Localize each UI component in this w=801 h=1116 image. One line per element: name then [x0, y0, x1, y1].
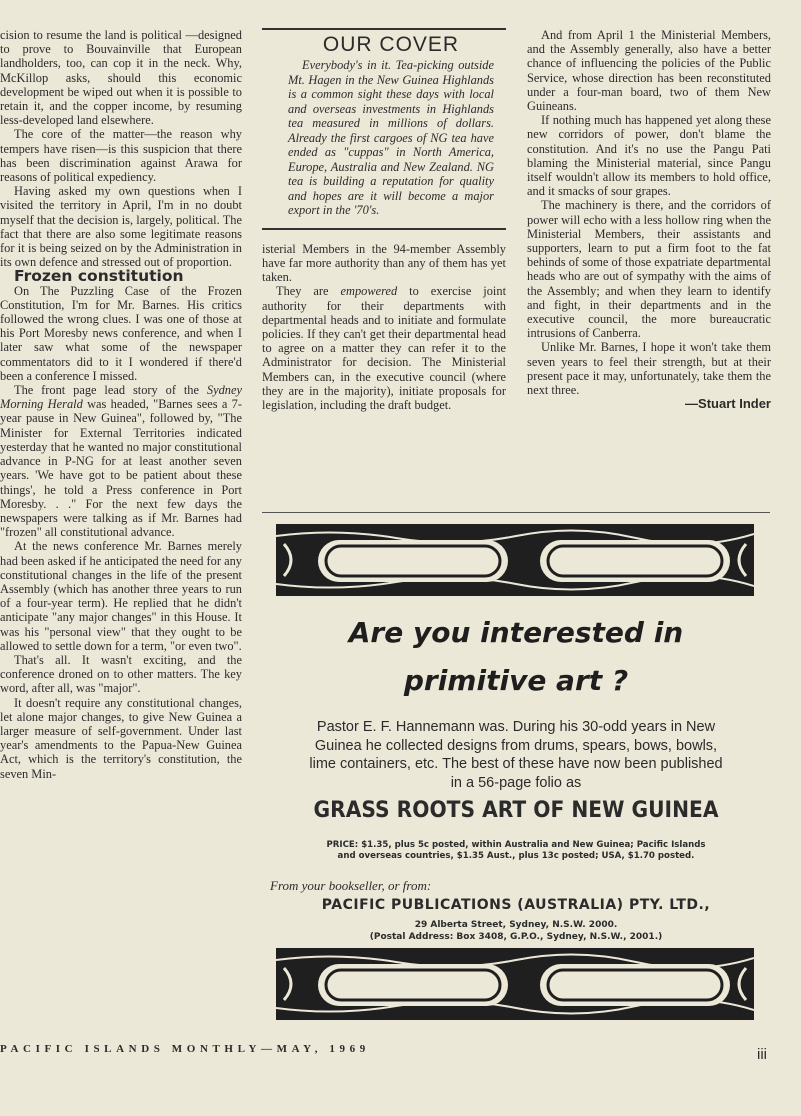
cover-title: OUR COVER: [322, 33, 460, 56]
ad-book-title: GRASS ROOTS ART OF NEW GUINEA: [313, 798, 719, 823]
paragraph: If nothing much has happened yet along these new corridors of power, don't blame the constitution. And it's no use the Pangu Pati blaming the Ministerial material, since Pangu itself wouldn't allow its members to hold office, and it smacks of sour grapes.: [527, 113, 771, 199]
cover-box: [262, 28, 506, 230]
paragraph: On The Puzzling Case of the Frozen Constitution, I'm for Mr. Barnes. His critics followed the wrong clues. I was one of those at his Port Moresby news conference, and when I later saw what some of the newspaper commentators did to it I wondered if there'd been a conference I missed.: [0, 283, 242, 383]
cover-caption: Everybody's in it. Tea-picking outside Mt. Hagen in the New Guinea Highlands is a common sight these days with local and overseas investments in Highlands tea measured in millions of dollars. Already the first cargoes of NG tea have ended as "cuppas" in North America, Europe, Australia and New Zealand. NG tea is building a reputation for quality and hopes are it will become a major export in the '70's.: [288, 58, 494, 218]
paragraph: [262, 284, 506, 412]
paragraph: The machinery is there, and the corridors of power will echo with a less hollow ring when the Ministerial Members, their assistants and supporters, learn to put a firm foot to the fat behinds of some of those expatriate departmental heads who are out of sympathy with the aims of the Assembly; and when they learn to identify and fight, in their departments and in the executive council, the more bureaucratic intrusions of Canberra.: [527, 198, 771, 341]
ad-headline-2: primitive art ?: [403, 664, 629, 697]
advertisement: [262, 520, 770, 1006]
ad-price: PRICE: $1.35, plus 5c posted, within Australia and New Guinea; Pacific Islands and overseas countries, $1.35 Aust., plus 13c posted; USA, $1.70 posted.: [326, 840, 706, 861]
section-heading: Frozen constitution: [14, 267, 184, 286]
ad-publisher: PACIFIC PUBLICATIONS (AUSTRALIA) PTY. LTD.,: [321, 897, 711, 913]
article-column-3: [527, 28, 771, 411]
paragraph: isterial Members in the 94-member Assembly have far more authority than any of them has yet taken.: [262, 241, 506, 285]
paragraph: And from April 1 the Ministerial Members, and the Assembly generally, also have a better chance of influencing the policies of the Public Service, whose direction has been reconstituted under a four-man board, two of them New Guineans.: [527, 28, 771, 114]
ad-from-line: From your bookseller, or from:: [270, 878, 432, 893]
text-run: to exercise joint authority for their departments with departmental heads and to initiate and formulate policies. If they can't get their departmental head to agree on a matter they can refer it to the Administrator for decision. The Ministerial Members can, in the executive council (where they are in the majority), initiate proposals for legislation, including the draft budget.: [262, 284, 507, 412]
paragraph: [0, 383, 242, 539]
article-column-1: [0, 28, 242, 781]
running-footer: PACIFIC ISLANDS MONTHLY—MAY, 1969: [0, 1043, 370, 1055]
paragraph: Having asked my own questions when I visited the territory in April, I'm in no doubt myself that the decision is, largely, political. The fact that there are also some legitimate reasons for it is being seized on by the Administration in its own defence and stressed out of proportion.: [0, 184, 242, 270]
ad-address: 29 Alberta Street, Sydney, N.S.W. 2000.: [414, 920, 618, 930]
ornamental-band-top: [276, 524, 754, 596]
text-run: They are: [276, 284, 341, 299]
page-number: iii: [757, 1046, 767, 1063]
ad-postal-address: (Postal Address: Box 3408, G.P.O., Sydney, N.S.W., 2001.): [369, 932, 663, 942]
author-signature: —Stuart Inder: [685, 396, 771, 412]
paragraph: At the news conference Mr. Barnes merely had been asked if he anticipated the need for any constitutional changes in the life of the present Assembly (which has another three years to run of a four-year term). He replied that he didn't anticipate "any major changes" in this House. It was his "personal view" that they ought to be allowed to settle down for a term, "or even two".: [0, 539, 242, 653]
paragraph: That's all. It wasn't exciting, and the conference droned on to other matters. The key word, after all, was "major".: [0, 652, 242, 696]
text-run: The front page lead story of the: [14, 383, 207, 398]
ornament-graphic: [276, 948, 754, 1020]
text-run: was headed, "Barnes sees a 7-year pause in New Guinea", followed by, "The Minister for External Territories indicated yesterday that he wanted no major constitutional advance in P-NG for at least another seven years. 'We have got to be patient about these things', he told a Press conference in Port Moresby. . ." For the next few days the newspapers were talking as if Mr. Barnes had "frozen" all constitutional advance.: [0, 397, 242, 540]
paragraph: cision to resume the land is political —designed to prove to Bouvainville that European landholders, too, can cop it in the neck. Why, McKillop asks, should this economic development be wiped out when it is possible to retain it, and the copper income, by resuming less-developed land elsewhere.: [0, 28, 242, 128]
paragraph: Unlike Mr. Barnes, I hope it won't take them seven years to feel their strength, but at their present pace it may, unfortunately, take them the next three.: [527, 340, 771, 398]
paragraph: It doesn't require any constitutional changes, let alone major changes, to give New Guinea a larger measure of self-government. Under last year's amendments to the Papua-New Guinea Act, which is the territory's constitution, the seven Min-: [0, 695, 242, 781]
article-column-2: [262, 28, 506, 412]
ornament-graphic: [276, 524, 754, 596]
paragraph: The core of the matter—the reason why tempers have risen—is this suspicion that there has been discrimination against Arawa for reasons of political expediency.: [0, 127, 242, 185]
ad-body: Pastor E. F. Hannemann was. During his 30-odd years in New Guinea he collected designs from drums, spears, bows, bowls, lime containers, etc. The best of these have now been published in a 56-page folio as: [309, 719, 723, 791]
newspaper-title: Sydney Morning Herald: [0, 383, 242, 412]
emphasis: empowered: [340, 284, 398, 299]
ad-headline-1: Are you interested in: [348, 616, 684, 649]
ornamental-band-bottom: [276, 948, 754, 1020]
ad-divider: [262, 512, 770, 513]
